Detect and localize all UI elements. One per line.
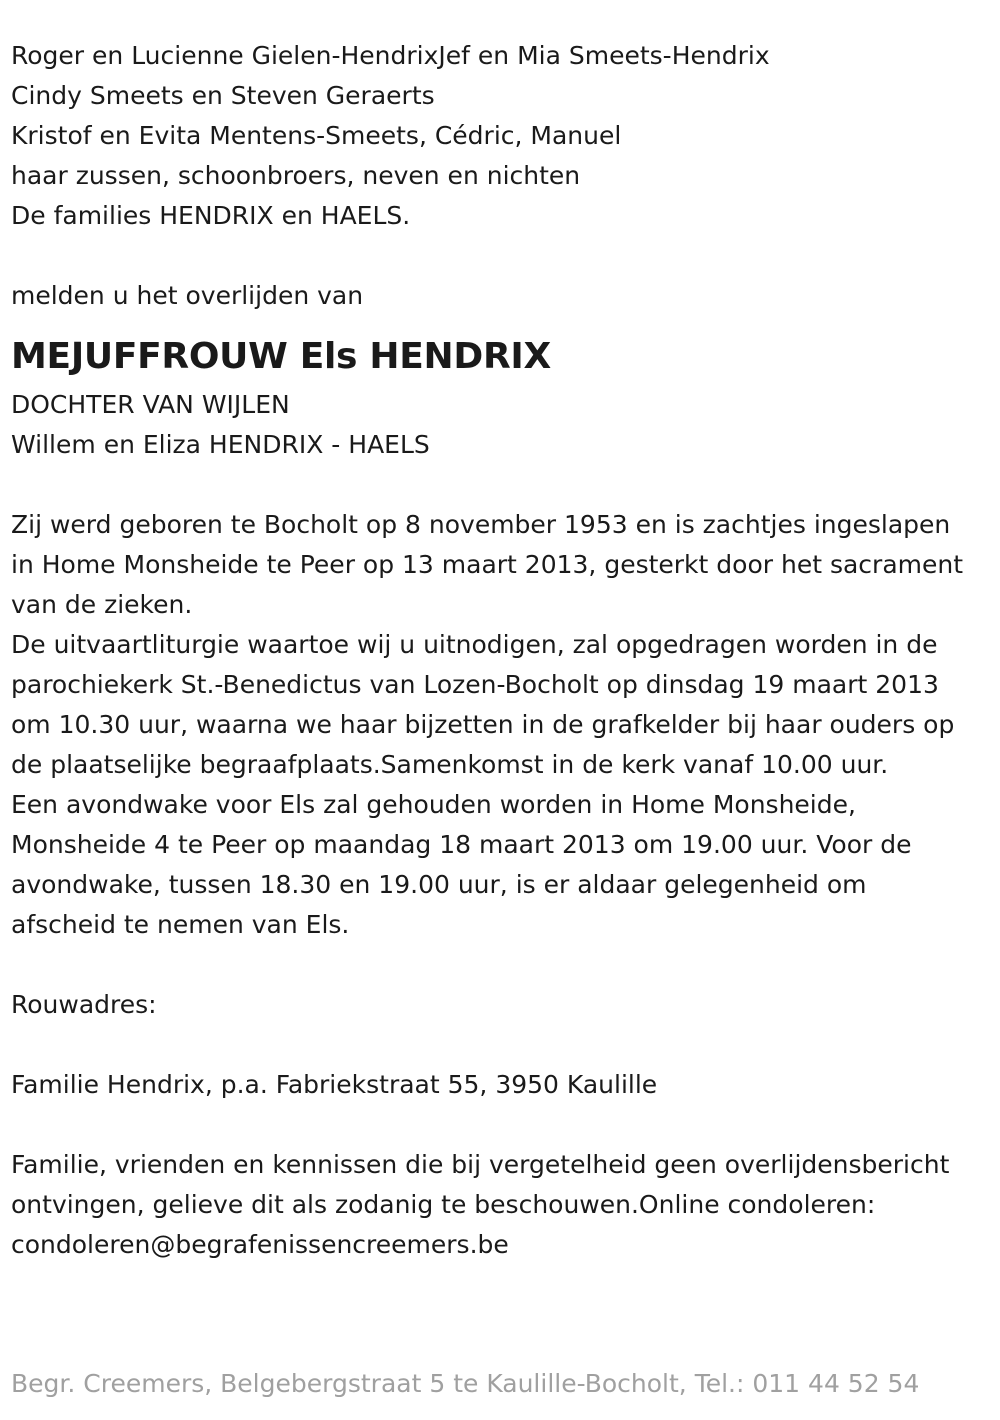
mourning-address: Familie Hendrix, p.a. Fabriekstraat 55, 3950 Kaulille bbox=[11, 1070, 658, 1099]
daughter-of-label: DOCHTER VAN WIJLEN bbox=[11, 390, 290, 419]
funeral-paragraph: De uitvaartliturgie waartoe wij u uitnodigen, zal opgedragen worden in de parochiekerk St.-Benedictus van Lozen-Bocholt op dinsdag 19 maart 2013 om 10.30 uur, waarna we haar bijzetten in de grafkelder bij haar ouders op de plaatselijke begraafplaats.Samenkomst in de kerk vanaf 10.00 uur. bbox=[11, 630, 955, 779]
mourning-address-label: Rouwadres: bbox=[11, 990, 157, 1019]
spacer bbox=[11, 945, 986, 985]
parents-names: Willem en Eliza HENDRIX - HAELS bbox=[11, 430, 430, 459]
birth-death-paragraph: Zij werd geboren te Bocholt op 8 november 1953 en is zachtjes ingeslapen in Home Monsheide te Peer op 13 maart 2013, gesterkt door het sacrament van de zieken. bbox=[11, 510, 964, 619]
family-line: Roger en Lucienne Gielen-HendrixJef en Mia Smeets-Hendrix bbox=[11, 41, 770, 70]
deceased-name: MEJUFFROUW Els HENDRIX bbox=[11, 336, 551, 377]
family-list bbox=[11, 36, 986, 236]
announcement-text: melden u het overlijden van bbox=[11, 281, 364, 310]
obituary-document bbox=[11, 36, 986, 1265]
wake-paragraph: Een avondwake voor Els zal gehouden worden in Home Monsheide, Monsheide 4 te Peer op maandag 18 maart 2013 om 19.00 uur. Voor de avondwake, tussen 18.30 en 19.00 uur, is er aldaar gelegenheid om afscheid te nemen van Els. bbox=[11, 790, 912, 939]
closing-paragraph: Familie, vrienden en kennissen die bij vergetelheid geen overlijdensbericht ontvingen, gelieve dit als zodanig te beschouwen.Online condoleren: condoleren@begrafenissencreemers.be bbox=[11, 1150, 950, 1259]
family-line: haar zussen, schoonbroers, neven en nichten bbox=[11, 161, 581, 190]
funeral-home-footer: Begr. Creemers, Belgebergstraat 5 te Kaulille-Bocholt, Tel.: 011 44 52 54 bbox=[11, 1369, 920, 1398]
spacer bbox=[11, 1025, 986, 1065]
spacer bbox=[11, 1105, 986, 1145]
family-line: Kristof en Evita Mentens-Smeets, Cédric, Manuel bbox=[11, 121, 622, 150]
family-line: De families HENDRIX en HAELS. bbox=[11, 201, 411, 230]
family-line: Cindy Smeets en Steven Geraerts bbox=[11, 81, 435, 110]
spacer bbox=[11, 465, 986, 505]
spacer bbox=[11, 236, 986, 276]
